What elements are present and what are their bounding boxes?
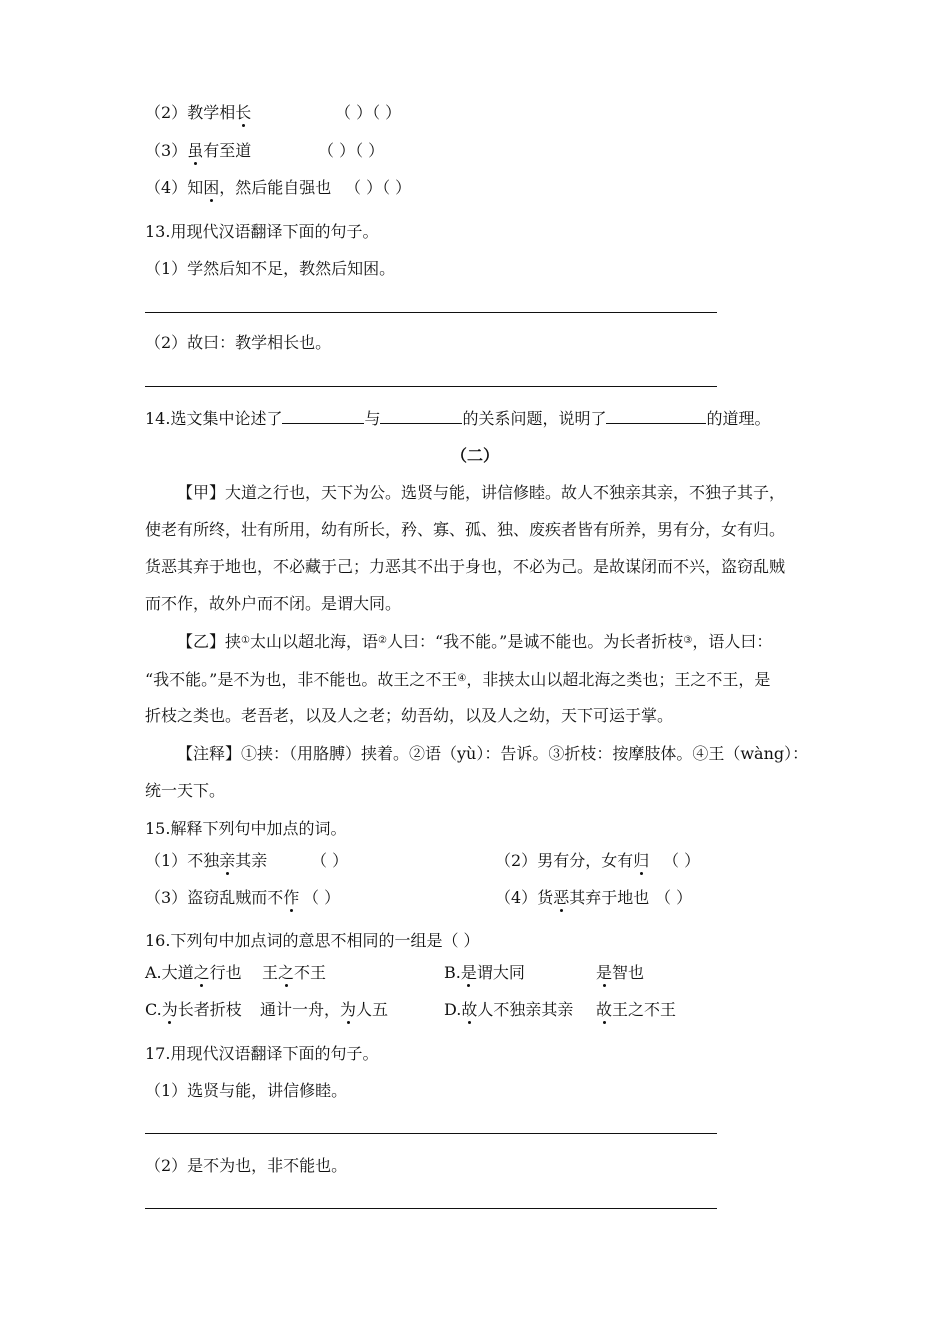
answer-line[interactable]: [145, 1208, 717, 1209]
answer-parens[interactable]: （ ）（ ）: [335, 103, 402, 122]
answer-parens[interactable]: （ ）（ ）: [345, 178, 412, 197]
q15-heading: 15.解释下列句中加点的词。: [145, 819, 347, 838]
q12-item-3: （3）虽有至道 （ ）（ ）: [145, 141, 385, 160]
fill-blank[interactable]: [380, 409, 462, 424]
q14-question: 14.选文集中论述了 与 的关系问题，说明了 的道理。: [145, 409, 771, 428]
q12-item-2: （2）教学相长 （ ）（ ）: [145, 103, 402, 122]
answer-parens[interactable]: （ ）: [663, 851, 701, 870]
q16-heading: 16.下列句中加点词的意思不相同的一组是（ ）: [145, 931, 480, 950]
passage-jia-line: 使老有所终，壮有所用，幼有所长，矜、寡、孤、独、废疾者皆有所养，男有分，女有归。: [145, 520, 786, 539]
answer-line[interactable]: [145, 386, 717, 387]
q16-option-b[interactable]: B.是谓大同 是智也: [444, 963, 645, 982]
q17-sentence-2: （2）是不为也，非不能也。: [145, 1156, 348, 1175]
passage-yi-line: 折枝之类也。老吾老，以及人之老；幼吾幼，以及人之幼，天下可运于掌。: [145, 706, 674, 725]
fill-blank[interactable]: [606, 409, 706, 424]
q16-option-c[interactable]: C.为长者折枝 通计一舟，为人五: [145, 1000, 389, 1019]
answer-line[interactable]: [145, 1133, 717, 1134]
passage-yi-line: 【乙】挟①太山以超北海，语②人曰：“我不能。”是诚不能也。为长者折枝③，语人曰：: [177, 632, 773, 651]
passage-jia-line: 货恶其弃于地也，不必藏于己；力恶其不出于身也，不必为己。是故谋闭而不兴，盗窃乱贼: [145, 557, 786, 576]
q12-item-4: （4）知困，然后能自强也 （ ）（ ）: [145, 178, 412, 197]
q16-option-d[interactable]: D.故人不独亲其亲 故王之不王: [444, 1000, 677, 1019]
q17-heading: 17.用现代汉语翻译下面的句子。: [145, 1044, 379, 1063]
q13-sentence-1: （1）学然后知不足，教然后知困。: [145, 259, 396, 278]
answer-parens[interactable]: （ ）: [303, 888, 341, 907]
answer-line[interactable]: [145, 312, 717, 313]
fill-blank[interactable]: [282, 409, 364, 424]
q13-heading: 13.用现代汉语翻译下面的句子。: [145, 222, 379, 241]
q13-sentence-2: （2）故曰：教学相长也。: [145, 333, 332, 352]
q15-item-3: （3）盗窃乱贼而不作 （ ）: [145, 888, 341, 907]
answer-parens[interactable]: （ ）（ ）: [318, 141, 385, 160]
notes-line: 【注释】①挟：（用胳膊）挟着。②语（yù）：告诉。③折枝：按摩肢体。④王（wàng）：: [177, 744, 809, 763]
section-title: （二）: [450, 446, 499, 465]
passage-jia-line: 而不作，故外户而不闭。是谓大同。: [145, 594, 402, 613]
q15-item-4: （4）货恶其弃于地也 （ ）: [495, 888, 693, 907]
passage-jia-line: 【甲】大道之行也，天下为公。选贤与能，讲信修睦。故人不独亲其亲，不独子其子，: [177, 483, 786, 502]
q17-sentence-1: （1）选贤与能，讲信修睦。: [145, 1081, 348, 1100]
answer-parens[interactable]: （ ）: [311, 851, 349, 870]
q16-option-a[interactable]: A.大道之行也 王之不王: [145, 963, 327, 982]
passage-yi-line: “我不能。”是不为也，非不能也。故王之不王④，非挟太山以超北海之类也；王之不王，是: [145, 670, 771, 689]
q15-item-2: （2）男有分，女有归 （ ）: [495, 851, 701, 870]
notes-line: 统一天下。: [145, 781, 226, 800]
answer-parens[interactable]: （ ）: [655, 888, 693, 907]
q15-item-1: （1）不独亲其亲 （ ）: [145, 851, 349, 870]
